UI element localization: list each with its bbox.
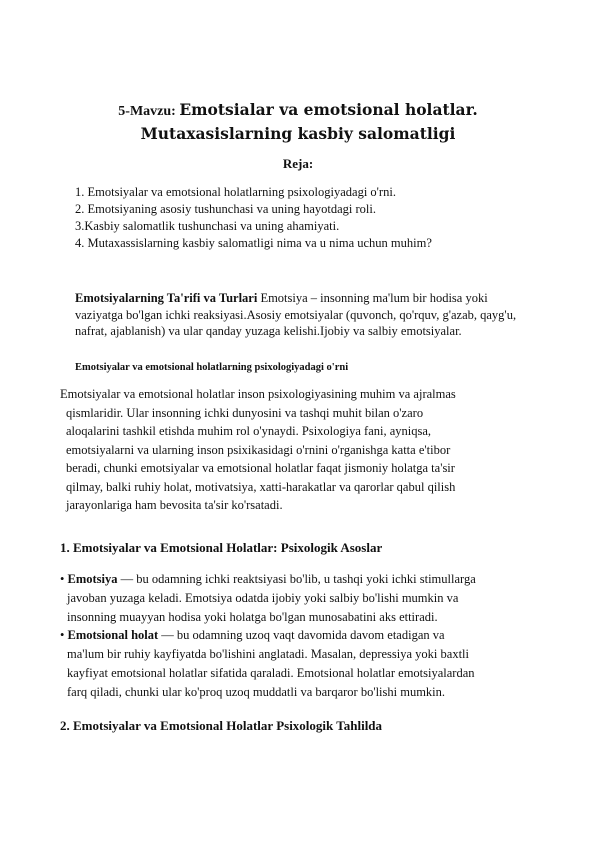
title-main: Emotsialar va emotsional holatlar. <box>179 100 478 119</box>
intro-line: aloqalarini tashkil etishda muhim rol o'ynaydi. Psixologiya fani, ayniqsa, <box>66 424 432 438</box>
intro-line: qilmay, balki ruhiy holat, motivatsiya, xatti-harakatlar va qarorlar qabul qilish <box>66 479 456 494</box>
title-line-1 <box>0 100 596 122</box>
definition-text: Emotsiya – insonning ma'lum bir hodisa yoki vaziyatga bo'lgan ichki reaksiyasi.Asosiy emotsiyalar (quvonch, qo'rquv, g'azab, qayg'u, nafrat, ajablanish) va ular qanday yuzaga kelishi.Ijobiy va salbiy emotsiyalar. <box>75 291 517 339</box>
intro-line: Emotsiyalar va emotsional holatlar inson psixologiyasining muhim va ajralmas <box>60 387 456 401</box>
title-line-2: Mutaxasislarning kasbiy salomatligi <box>140 124 456 143</box>
plan-list <box>75 184 432 252</box>
subheading: Emotsiyalar va emotsional holatlarning psixologiyadagi o'rni <box>75 362 349 373</box>
bullet-line: farq qiladi, chunki ular ko'proq uzoq muddatli va barqaror bo'lishi mumkin. <box>67 684 446 699</box>
bullet-item-first-line: • Emotsiya — bu odamning ichki reaktsiyasi bo'lib, u tashqi yoki ichki stimullarga <box>60 572 476 586</box>
intro-line: emotsiyalarni va ularning inson psixikasidagi o'rnini o'rganishga katta e'tibor <box>66 442 451 457</box>
section-1-heading: 1. Emotsiyalar va Emotsional Holatlar: Psixologik Asoslar <box>60 540 383 555</box>
plan-item: 4. Mutaxassislarning kasbiy salomatligi nima va u nima uchun muhim? <box>75 236 432 250</box>
plan-item: 3.Kasbiy salomatlik tushunchasi va uning ahamiyati. <box>75 219 340 233</box>
bullet-line: kayfiyat emotsional holatlar sifatida qaraladi. Emotsional holatlar emotsiyalardan <box>67 665 475 680</box>
bullet-term: Emotsional holat <box>67 628 159 643</box>
definition-term: Emotsiyalarning Ta'rifi va Turlari <box>75 291 258 305</box>
plan-item: 2. Emotsiyaning asosiy tushunchasi va uning hayotdagi roli. <box>75 202 377 216</box>
plan-heading: Reja: <box>282 156 314 171</box>
plan-item: 1. Emotsiyalar va emotsional holatlarning psixologiyadagi o'rni. <box>75 185 396 199</box>
bullet-line: insonning muayyan hodisa yoki holatga bo'lgan munosabatini aks ettiradi. <box>67 609 438 624</box>
section-2-heading: 2. Emotsiyalar va Emotsional Holatlar Psixologik Tahlilda <box>60 718 383 733</box>
bullet-list <box>60 570 540 702</box>
bullet-line: javoban yuzaga keladi. Emotsiya odatda ijobiy yoki salbiy bo'lishi mumkin va <box>67 590 459 605</box>
topic-number: 5-Mavzu: <box>118 104 180 119</box>
intro-line: beradi, chunki emotsiyalar va emotsional holatlar faqat jismoniy holatga ta'sir <box>66 461 455 475</box>
bullet-item-first-line: • Emotsional holat — bu odamning uzoq vaqt davomida davom etadigan va <box>60 628 445 643</box>
intro-paragraph <box>60 385 540 515</box>
intro-line: jarayonlariga ham bevosita ta'sir ko'rsatadi. <box>66 498 283 512</box>
bullet-term: Emotsiya <box>67 572 118 586</box>
definition-paragraph <box>75 290 525 340</box>
bullet-line: ma'lum bir ruhiy kayfiyatda bo'lishini anglatadi. Masalan, depressiya yoki baxtli <box>67 647 469 662</box>
intro-line: qismlaridir. Ular insonning ichki dunyosini va tashqi muhit bilan o'zaro <box>66 405 424 420</box>
